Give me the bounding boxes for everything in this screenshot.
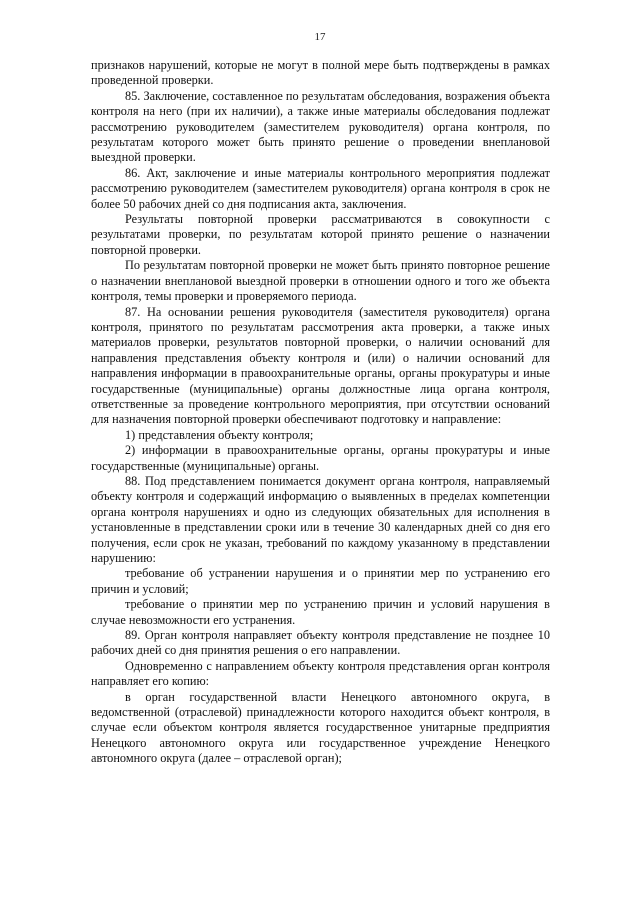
document-body [91,58,550,767]
requirement-take-measures: требование о принятии мер по устранению причин и условий нарушения в случае невозможности его устранения. [91,597,550,627]
paragraph-89: 89. Орган контроля направляет объекту контроля представление не позднее 10 рабочих дней со дня принятия решения о его направлении. [91,628,550,658]
paragraph-86: 86. Акт, заключение и иные материалы контрольного мероприятия подлежат рассмотрению руководителем (заместителем руководителя) органа контроля в срок не более 50 рабочих дней со дня подписания акта, заключения. [91,165,550,211]
paragraph-88: 88. Под представлением понимается документ органа контроля, направляемый объекту контроля и содержащий информацию о выявленных в пределах компетенции органа контроля нарушениях и одно из следующих обязательных для исполнения в установленные в представлении сроки или в течение 30 календарных дней со дня его получения, если срок не указан, требований по каждому указанному в представлении нарушению: [91,473,550,565]
paragraph-85: 85. Заключение, составленное по результатам обследования, возражения объекта контроля на него (при их наличии), а также иные материалы обследования подлежат рассмотрению руководителем (заместителем руководителя) органа контроля, по результатам которого может быть принято решение о проведении внеплановой выездной проверки. [91,88,550,165]
page-number: 17 [314,31,326,43]
list-item-2: 2) информации в правоохранительные органы, органы прокуратуры и иные государственные (муниципальные) органы. [91,443,550,473]
paragraph-no-repeat-decision: По результатам повторной проверки не может быть принято повторное решение о назначении внеплановой выездной проверки в отношении одного и того же объекта контроля, темы проверки и проверяемого периода. [91,258,550,304]
paragraph-sectoral-body: в орган государственной власти Ненецкого автономного округа, в ведомственной (отраслевой) принадлежности которого находится объект контроля, в случае если объектом контроля является государственное унитарные предприятия Ненецкого автономного округа или государственное учреждение Ненецкого автономного округа (далее – отраслевой орган); [91,689,550,766]
paragraph-repeat-check-results: Результаты повторной проверки рассматриваются в совокупности с результатами проверки, по результатам которой принято решение о назначении повторной проверки. [91,212,550,257]
paragraph-87: 87. На основании решения руководителя (заместителя руководителя) органа контроля, принятого по результатам рассмотрения акта проверки, а также иных материалов проверки, результатов повторной проверки, о наличии оснований для направления представления объекту контроля и (или) о наличии оснований для направления информации в правоохранительные органы, органы прокуратуры и иные государственные (муниципальные) органы должностные лица органа контроля, ответственные за проведение контрольного мероприятия, при отсутствии оснований для назначения повторной проверки обеспечивают подготовку и направление: [91,304,550,427]
paragraph-continuation: признаков нарушений, которые не могут в полной мере быть подтверждены в рамках проведенной проверки. [91,58,550,88]
list-item-1: 1) представления объекту контроля; [125,427,314,442]
requirement-eliminate-violation: требование об устранении нарушения и о принятии мер по устранению его причин и условий; [91,566,550,596]
paragraph-copy-sending: Одновременно с направлением объекту контроля представления орган контроля направляет его копию: [91,658,550,689]
